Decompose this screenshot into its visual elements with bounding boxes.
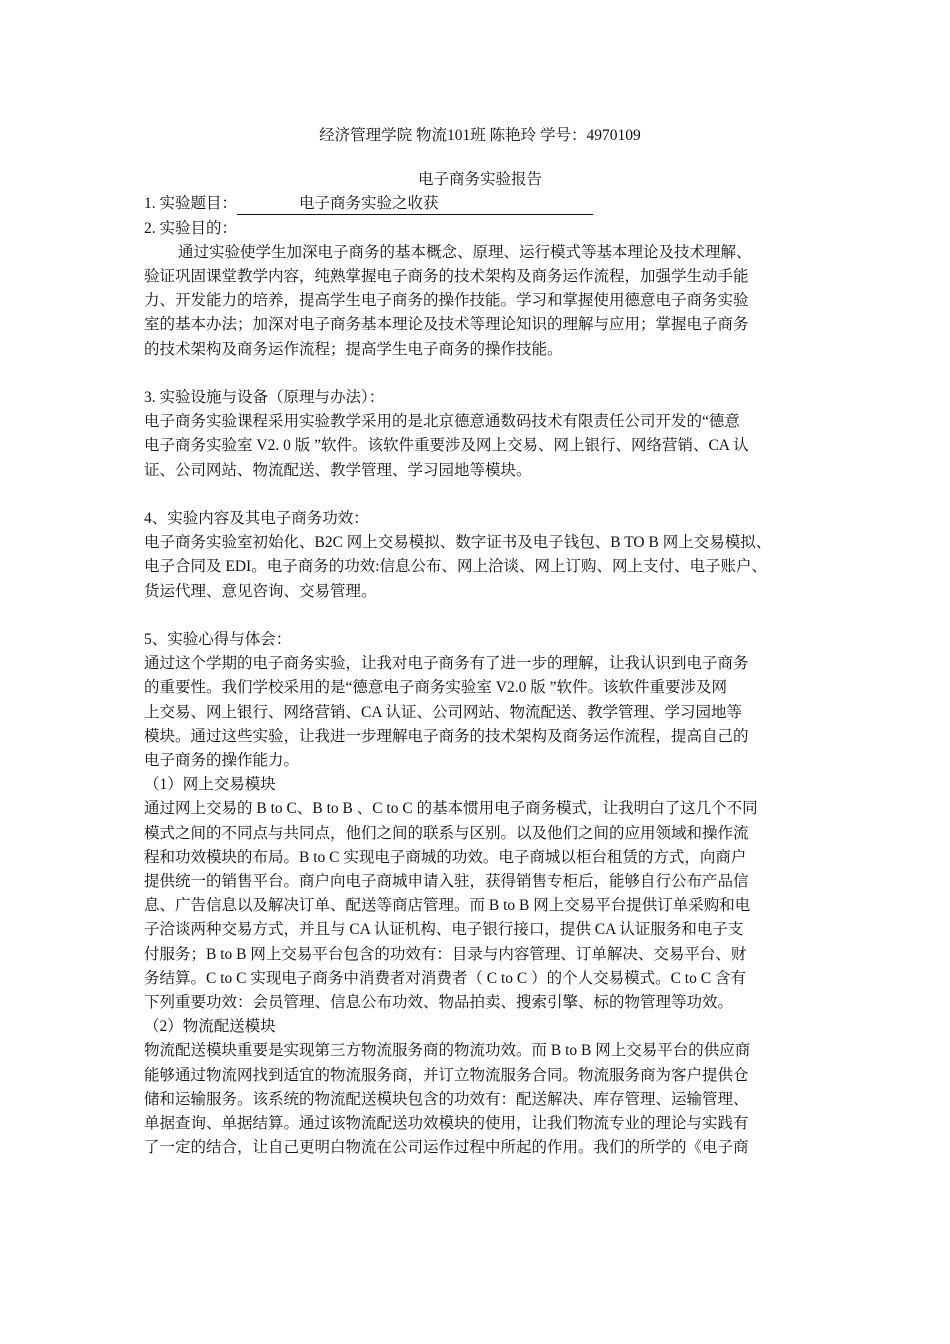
experiment-title-value: 电子商务实验之收获	[237, 194, 593, 215]
paragraph-line: 单据查询、单据结算。通过该物流配送功效模块的使用，让我们物流专业的理论与实践有	[144, 1115, 749, 1133]
paragraph-line: 物流配送模块重要是实现第三方物流服务商的物流功效。而 B to B 网上交易平台的供应商	[144, 1042, 751, 1060]
paragraph-line: 通过实验使学生加深电子商务的基本概念、原理、运行模式等基本理论及技术理解、	[178, 243, 752, 261]
paragraph-line: 电子商务的操作能力。	[144, 752, 300, 770]
purpose-paragraph	[144, 241, 816, 362]
spacer	[144, 148, 816, 168]
paragraph-line: 电子商务实验室 V2. 0 版 ”软件。该软件重要涉及网上交易、网上银行、网络营销、CA 认	[144, 437, 749, 455]
paragraph-line: 上交易、网上银行、网络营销、CA 认证、公司网站、物流配送、教学管理、学习园地等	[144, 703, 743, 721]
module2-paragraph	[144, 1039, 816, 1160]
paragraph-line: 力、开发能力的培养，提高学生电子商务的操作技能。学习和掌握使用德意电子商务实验	[144, 292, 749, 310]
content-heading: 4、实验内容及其电子商务功效：	[144, 510, 369, 528]
document-page	[144, 120, 816, 1160]
facilities-heading: 3. 实验设施与设备（原理与办法）：	[144, 389, 385, 407]
module1-heading: （1）网上交易模块	[144, 776, 276, 794]
paragraph-line: 通过网上交易的 B to C、B to B 、C to C 的基本惯用电子商务模式，让我明白了这几个不同	[144, 800, 758, 818]
experiment-title-label: 1. 实验题目：	[144, 195, 238, 213]
experience-heading: 5、实验心得与体会：	[144, 631, 292, 649]
paragraph-line: 模块。通过这些实验，让我进一步理解电子商务的技术架构及商务运作流程，提高自己的	[144, 727, 749, 745]
paragraph-line: 务结算。C to C 实现电子商务中消费者对消费者（ C to C ）的个人交易模式。C to C 含有	[144, 969, 746, 987]
experiment-title-row	[144, 192, 816, 216]
spacer	[144, 483, 816, 507]
paragraph-line: 下列重要功效：会员管理、信息公布功效、物品拍卖、搜索引擎、标的物管理等功效。	[144, 994, 734, 1012]
module2-heading: （2）物流配送模块	[144, 1018, 276, 1036]
paragraph-line: 程和功效模块的布局。B to C 实现电子商城的功效。电子商城以柜台租赁的方式，向商户	[144, 848, 747, 866]
paragraph-line: 电子合同及 EDI。电子商务的功效:信息公布、网上洽谈、网上订购、网上支付、电子账户、	[144, 558, 768, 576]
paragraph-line: 了一定的结合，让自己更明白物流在公司运作过程中所起的作用。我们的所学的《电子商	[144, 1139, 749, 1157]
paragraph-line: 能够通过物流网找到适宜的物流服务商，并订立物流服务合同。物流服务商为客户提供仓	[144, 1066, 749, 1084]
module1-paragraph	[144, 797, 816, 1015]
spacer	[144, 604, 816, 628]
paragraph-line: 付服务；B to B 网上交易平台包含的功效有：目录与内容管理、订单解决、交易平台、财	[144, 945, 747, 963]
paragraph-line: 验证巩固课堂教学内容，纯熟掌握电子商务的技术架构及商务运作流程，加强学生动手能	[144, 268, 749, 286]
paragraph-line: 电子商务实验室初始化、B2C 网上交易模拟、数字证书及电子钱包、B TO B 网上交易模拟、	[144, 534, 772, 552]
paragraph-line: 电子商务实验课程采用实验教学采用的是北京德意通数码技术有限责任公司开发的“德意	[144, 413, 740, 431]
facilities-paragraph	[144, 410, 816, 483]
spacer	[144, 362, 816, 386]
purpose-heading: 2. 实验目的：	[144, 219, 238, 237]
paragraph-line: 模式之间的不同点与共同点，他们之间的联系与区别。以及他们之间的应用领域和操作流	[144, 824, 749, 842]
paragraph-line: 提供统一的销售平台。商户向电子商城申请入驻，获得销售专柜后，能够自行公布产品信	[144, 873, 749, 891]
paragraph-line: 货运代理、意见咨询、交易管理。	[144, 582, 377, 600]
paragraph-line: 储和运输服务。该系统的物流配送模块包含的功效有：配送解决、库存管理、运输管理、	[144, 1090, 749, 1108]
paragraph-line: 的技术架构及商务运作流程；提高学生电子商务的操作技能。	[144, 340, 563, 358]
paragraph-line: 的重要性。我们学校采用的是“德意电子商务实验室 V2.0 版 ”软件。该软件重要涉及网	[144, 679, 727, 697]
content-paragraph	[144, 531, 816, 604]
paragraph-line: 息、广告信息以及解决订单、配送等商店管理。而 B to B 网上交易平台提供订单采购和电	[144, 897, 751, 915]
author-header: 经济管理学院 物流101班 陈艳玲 学号：4970109	[319, 127, 641, 144]
paragraph-line: 证、公司网站、物流配送、教学管理、学习园地等模块。	[144, 461, 532, 479]
paragraph-line: 通过这个学期的电子商务实验，让我对电子商务有了进一步的理解，让我认识到电子商务	[144, 655, 749, 673]
paragraph-line: 子洽谈两种交易方式，并且与 CA 认证机构、电子银行接口，提供 CA 认证服务和电子支	[144, 921, 744, 939]
report-title: 电子商务实验报告	[417, 171, 542, 189]
experience-paragraph	[144, 652, 816, 773]
paragraph-line: 室的基本办法；加深对电子商务基本理论及技术等理论知识的理解与应用；掌握电子商务	[144, 316, 749, 334]
